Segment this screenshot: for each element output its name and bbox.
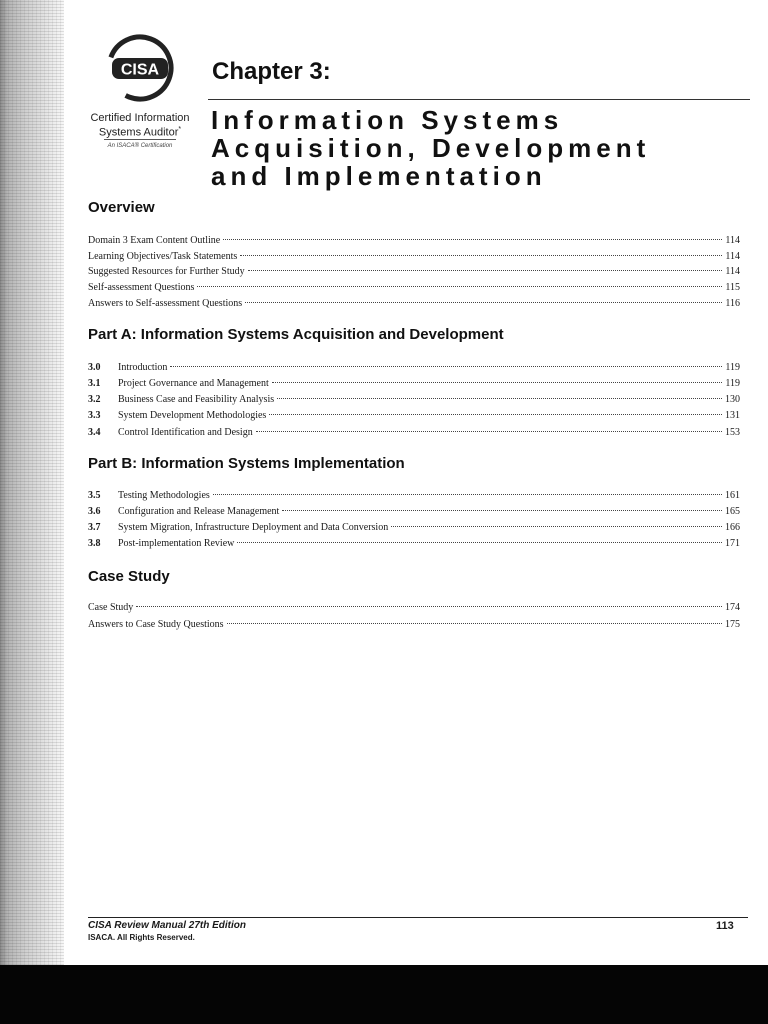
chapter-title-line2: Acquisition, Development — [211, 133, 651, 163]
toc-entry[interactable]: Suggested Resources for Further Study 114 — [88, 266, 740, 277]
toc-entry[interactable]: Case Study 174 — [88, 602, 740, 613]
toc-entry[interactable]: Domain 3 Exam Content Outline 114 — [88, 235, 740, 246]
toc-entry[interactable]: Learning Objectives/Task Statements 114 — [88, 251, 740, 262]
toc-entry[interactable]: Self-assessment Questions 115 — [88, 282, 740, 293]
chapter-title-line1: Information Systems — [211, 105, 564, 135]
toc-entry[interactable]: 3.4 Control Identification and Design 153 — [88, 427, 740, 438]
chapter-rule — [208, 99, 750, 100]
section-heading-overview: Overview — [88, 199, 155, 216]
footer-copyright: ISACA. All Rights Reserved. — [88, 933, 195, 942]
toc-entry[interactable]: 3.3 System Development Methodologies 131 — [88, 410, 740, 421]
toc-entry[interactable]: 3.1 Project Governance and Management 119 — [88, 378, 740, 389]
logo-tagline-line2: Systems Auditor* — [98, 126, 182, 139]
chapter-title-line3: and Implementation — [211, 161, 547, 191]
section-heading-part-b: Part B: Information Systems Implementation — [88, 455, 405, 472]
toc-entry[interactable]: 3.7 System Migration, Infrastructure Deployment and Data Conversion 166 — [88, 522, 740, 533]
cisa-logo — [100, 34, 180, 102]
chapter-label: Chapter 3: — [212, 58, 331, 85]
book-binding-shadow — [0, 0, 64, 965]
toc-entry[interactable]: 3.0 Introduction 119 — [88, 362, 740, 373]
footer-edition: CISA Review Manual 27th Edition — [88, 920, 246, 931]
chapter-title — [211, 106, 650, 190]
toc-entry[interactable]: 3.2 Business Case and Feasibility Analysis 130 — [88, 394, 740, 405]
footer-rule — [88, 917, 748, 918]
footer-page-number: 113 — [716, 920, 734, 932]
section-heading-part-a: Part A: Information Systems Acquisition and Development — [88, 326, 504, 343]
scan-bottom-edge — [0, 965, 768, 1024]
logo-divider — [104, 139, 176, 140]
logo-tagline-line1: Certified Information — [90, 112, 190, 124]
toc-entry[interactable]: 3.5 Testing Methodologies 161 — [88, 490, 740, 501]
toc-entry[interactable]: 3.6 Configuration and Release Management 165 — [88, 506, 740, 517]
toc-entry[interactable]: 3.8 Post-implementation Review 171 — [88, 538, 740, 549]
toc-entry[interactable]: Answers to Self-assessment Questions 116 — [88, 298, 740, 309]
logo-isaca-line: An ISACA® Certification — [107, 143, 173, 149]
logo-mark: CISA — [120, 61, 160, 79]
toc-entry[interactable]: Answers to Case Study Questions 175 — [88, 619, 740, 630]
section-heading-case-study: Case Study — [88, 568, 170, 585]
